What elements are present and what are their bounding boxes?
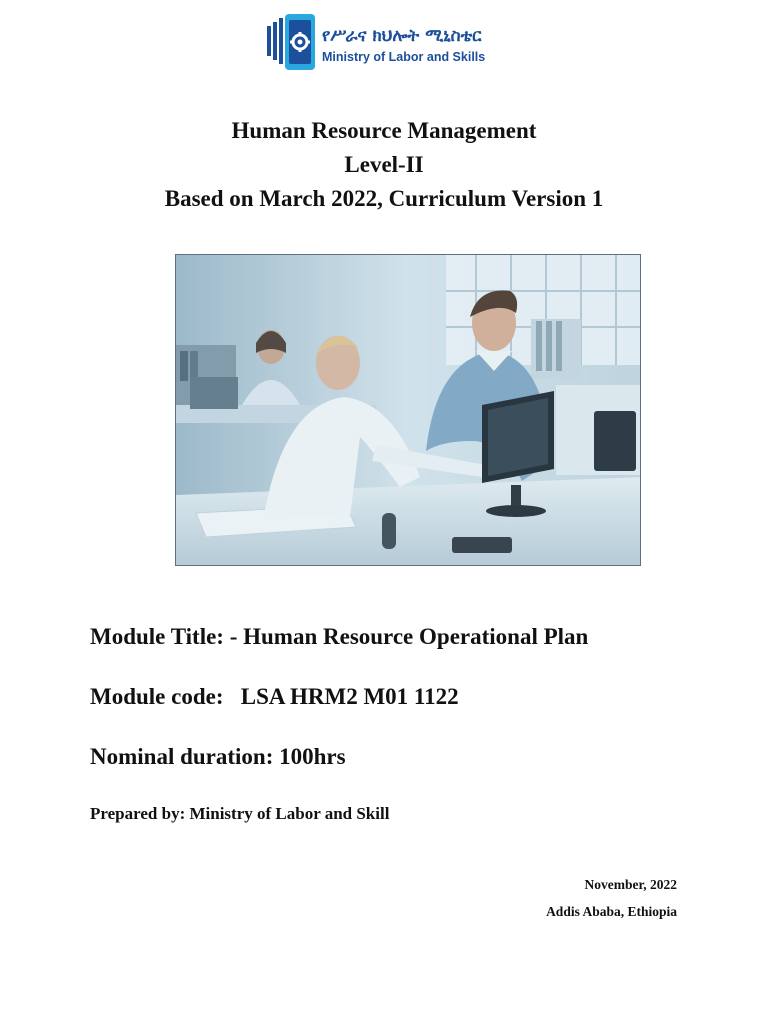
- document-place: Addis Ababa, Ethiopia: [546, 904, 677, 919]
- office-photo-icon: [176, 255, 641, 566]
- office-photo: [175, 254, 641, 566]
- ministry-logo: [264, 12, 504, 74]
- title-line-1: Human Resource Management: [231, 118, 537, 143]
- ministry-emblem-icon: [264, 12, 320, 74]
- title-line-3: Based on March 2022, Curriculum Version 1: [164, 186, 604, 211]
- nominal-duration: Nominal duration: 100hrs: [90, 744, 346, 769]
- document-title-block: [0, 114, 768, 216]
- module-title: Module Title: - Human Resource Operational Plan: [90, 624, 589, 649]
- logo-amharic-text: የሥራና ክህሎት ሚኒስቴር: [322, 26, 482, 46]
- title-line-2: Level-II: [344, 152, 424, 177]
- module-code: Module code: LSA HRM2 M01 1122: [90, 684, 459, 709]
- document-date: November, 2022: [584, 877, 677, 892]
- logo-english-text: Ministry of Labor and Skills: [322, 50, 486, 64]
- prepared-by: Prepared by: Ministry of Labor and Skill: [90, 804, 390, 823]
